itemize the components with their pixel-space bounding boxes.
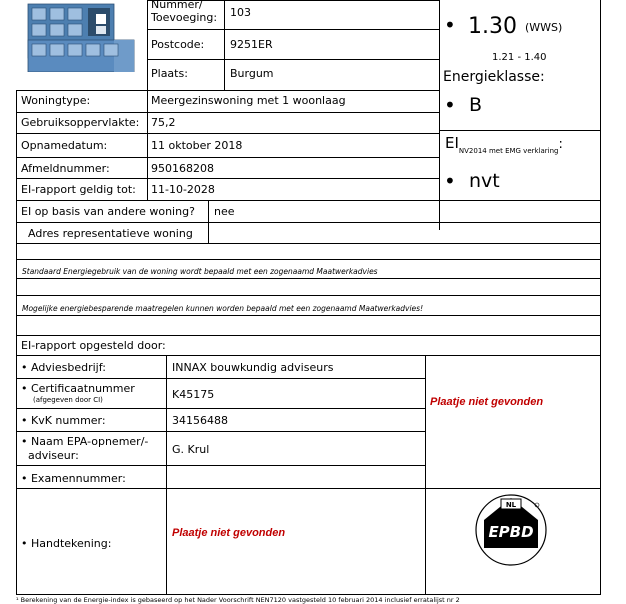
detail-value-geldig: 11-10-2028 [151, 183, 215, 196]
cert-label: • Certificaatnummer [21, 382, 135, 395]
footnote: ¹ Berekening van de Energie-index is gebaseerd op het Nader Voorschrift NEN7120 vastgesteld 10 februari 2014 inclusief erratalijst nr 2 [16, 596, 460, 604]
detail-label-woningtype: Woningtype: [21, 94, 91, 107]
other-dwelling-value: nee [214, 205, 235, 218]
energy-class-value: B [469, 94, 483, 116]
ei-panel [440, 131, 600, 201]
ei-label: EI [445, 134, 459, 152]
ei-colon: : [558, 137, 563, 152]
name-label-line1: • Naam EPA-opnemer/- [21, 435, 149, 448]
detail-value-oppervlakte: 75,2 [151, 116, 176, 129]
energy-class-bullet: • [444, 93, 456, 117]
place-label: Plaats: [151, 67, 188, 80]
epbd-logo [474, 493, 548, 567]
firm-label: • Adviesbedrijf: [21, 361, 106, 374]
epbd-logo-text: EPBD [488, 523, 534, 541]
measures-note: Mogelijke energiebesparende maatregelen kunnen worden bepaald met een zogenaamd Maatwerkadvies! [22, 304, 424, 313]
epbd-logo-mark: NL [505, 501, 517, 509]
ei-bullet: • [444, 169, 456, 193]
cert-value: K45175 [172, 388, 215, 401]
postcode-value: 9251ER [230, 38, 273, 51]
sign-label: • Handtekening: [21, 537, 112, 550]
spacer-band-1 [17, 244, 600, 259]
kvk-label: • KvK nummer: [21, 414, 106, 427]
detail-label-opnamedatum: Opnamedatum: [21, 139, 108, 152]
detail-label-oppervlakte: Gebruiksoppervlakte: [21, 116, 140, 129]
ei-sub: NV2014 met EMG verklaring [458, 147, 559, 155]
cert-sublabel: (afgegeven door CI) [33, 396, 103, 404]
exam-label: • Examennummer: [21, 472, 126, 485]
standard-note: Standaard Energiegebruik van de woning wordt bepaald met een zogenaamd Maatwerkadvies [22, 267, 378, 276]
firm-value: INNAX bouwkundig adviseurs [172, 361, 334, 374]
detail-label-afmeldnummer: Afmeldnummer: [21, 162, 110, 175]
report-heading: EI-rapport opgesteld door: [21, 339, 166, 352]
kvk-value: 34156488 [172, 414, 228, 427]
ei-value: nvt [469, 170, 500, 192]
other-dwelling-label: EI op basis van andere woning? [21, 205, 195, 218]
number-label: Nummer/ Toevoeging: [151, 0, 218, 24]
building-icon [18, 0, 146, 72]
detail-value-woningtype: Meergezinswoning met 1 woonlaag [151, 94, 346, 107]
detail-label-geldig: EI-rapport geldig tot: [21, 183, 136, 196]
detail-value-opnamedatum: 11 oktober 2018 [151, 139, 243, 152]
energy-unit: (WWS) [525, 21, 563, 34]
rep-dwelling-label: Adres representatieve woning [28, 227, 193, 240]
postcode-label: Postcode: [151, 38, 205, 51]
energy-value: 1.30 [468, 14, 517, 39]
energy-class-label: Energieklasse: [443, 69, 545, 85]
place-value: Burgum [230, 67, 274, 80]
signature-missing-text: Plaatje niet gevonden [172, 527, 286, 539]
name-value: G. Krul [172, 443, 210, 456]
energy-bullet: • [444, 13, 456, 37]
detail-value-afmeldnummer: 950168208 [151, 162, 214, 175]
energy-range: 1.21 - 1.40 [492, 52, 547, 63]
image-missing-text: Plaatje niet gevonden [430, 396, 544, 408]
number-value: 103 [230, 6, 251, 19]
name-label-line2: adviseur: [21, 449, 79, 462]
